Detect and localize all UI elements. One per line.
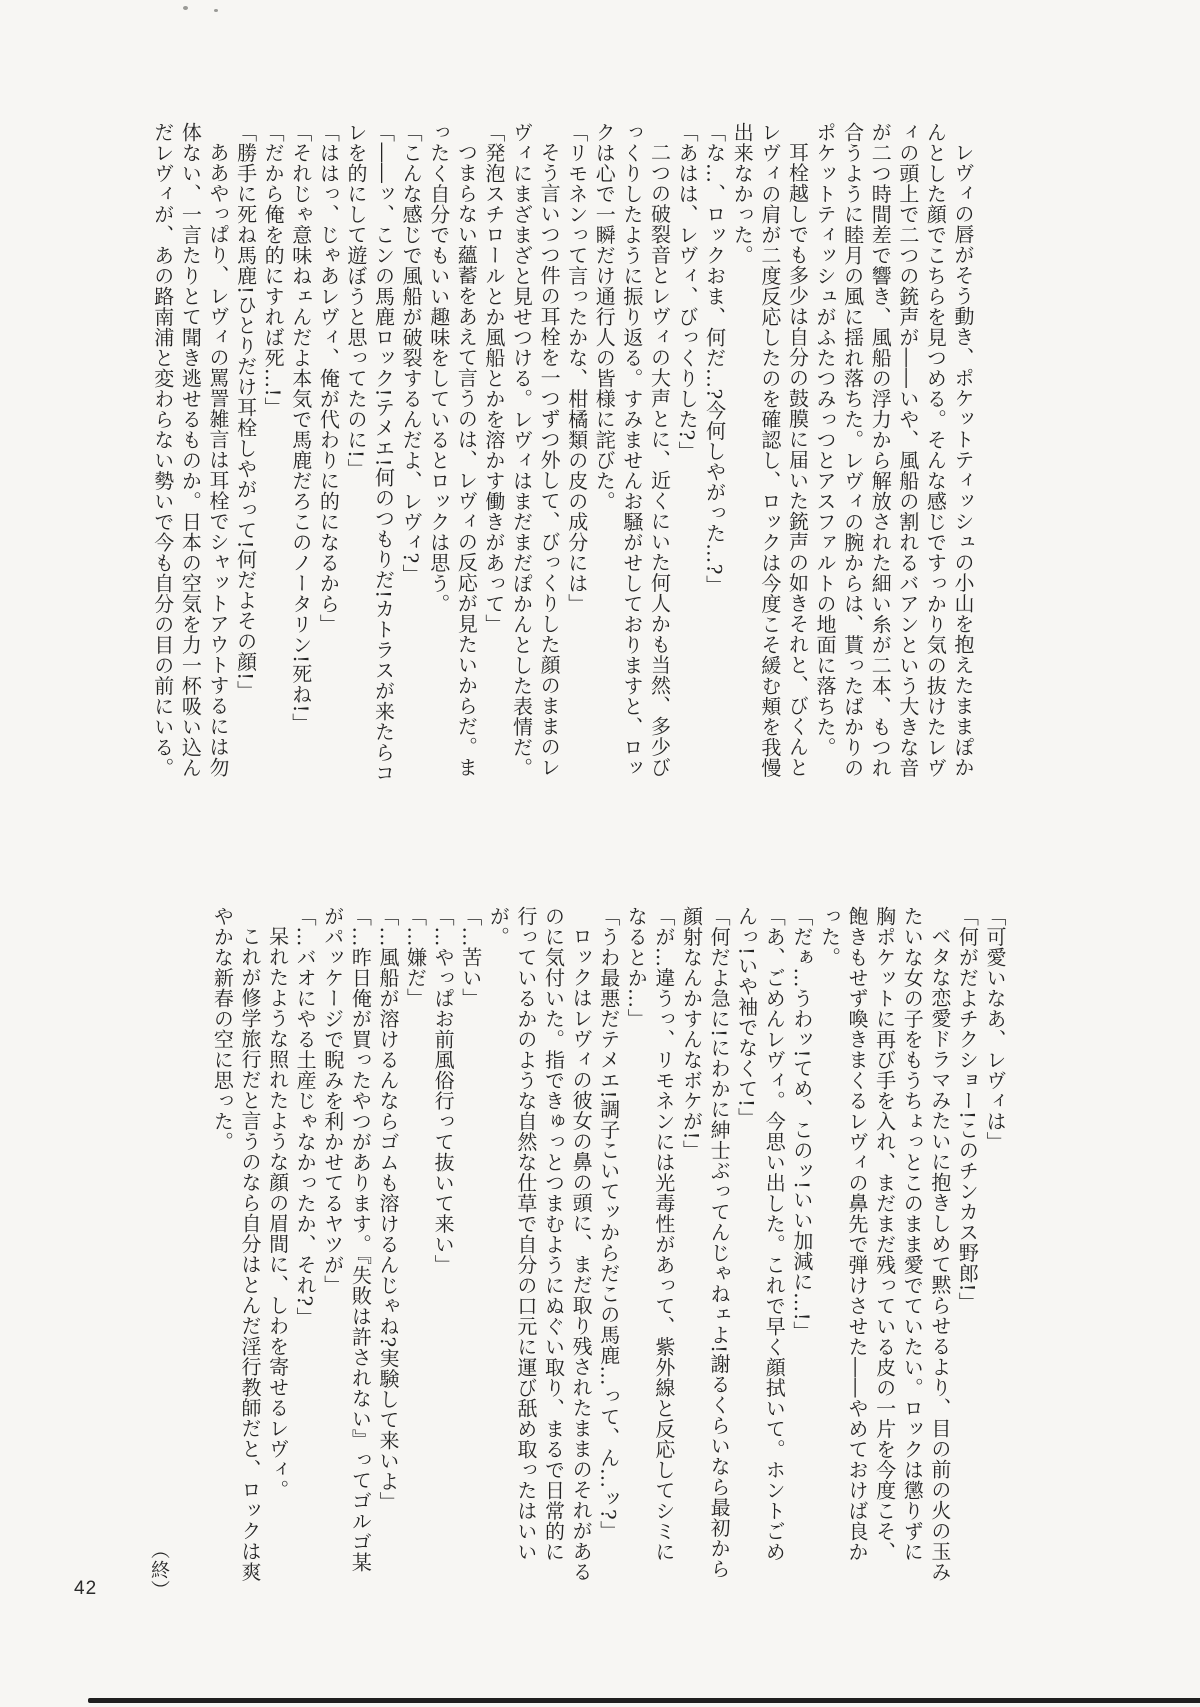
paragraph: 「可愛いなあ、レヴィは」 (983, 906, 1007, 1152)
paragraph: 「それじゃ意味ねェんだよ本気で馬鹿だろこのノータリン!死ね!」 (288, 122, 313, 734)
paragraph: 「あ、ごめんレヴィ。今思い出した。これで早く顔拭いて。ホントごめんっ!いや袖でなくて!」 (734, 906, 787, 1562)
paragraph: レヴィの唇がそう動き、ポケットティッシュの小山を抱えたままぽかんとした顔でこちらを見つめる。そんな感じですっかり気の抜けたレヴィの頭上で二つの銃声が――いや、風船の割れるバアンという大きな音が二つ時間差で響き、風船の浮力から解放された細い糸が二本、もつれ合うように睦月の風に揺れ落ちた。レヴィの腕からは、貰ったばかりのポケットティッシュがふたつみっつとアスファルトの地面に落ちた。 (813, 122, 975, 778)
paragraph: 「リモネンって言ったかな、柑橘類の皮の成分には」 (564, 122, 589, 614)
paragraph: 「だから俺を的にすれば死…!」 (261, 122, 286, 418)
paragraph: 「うわ最悪だテメエ!調子こいてッからだこの馬鹿…って、ん…ッ?」 (596, 906, 621, 1541)
paragraph: 「…やっぱお前風俗行って抜いて来い」 (431, 906, 456, 1275)
paragraph: 「…嫌だ」 (403, 906, 428, 1009)
paragraph: ベタな恋愛ドラマみたいに抱きしめて黙らせるより、目の前の火の玉みたいな女の子をもうちょっとこのまま愛でていたい。ロックは懲りずに胸ポケットに再び手を入れ、まだまだ残っている皮の一片を今度こそ、飽きもせず喚きまくるレヴィの鼻先で弾けさせた――やめておけば良かった。 (817, 906, 952, 1582)
paragraph: 耳栓越しでも多少は自分の鼓膜に届いた銃声の如きそれと、びくんとレヴィの肩が二度反応したのを確認し、ロックは今度こそ緩む頬を我慢出来なかった。 (730, 122, 810, 778)
paragraph: 「勝手に死ね馬鹿!ひとりだけ耳栓しやがって!何だよその顔!」 (233, 122, 258, 702)
paragraph: そう言いつつ件の耳栓を一つずつ外して、びっくりした顔のままのレヴィにまざまざと見せつける。レヴィはまだまだぽかんとした表情だ。 (509, 122, 562, 778)
paragraph: 「何がだよチクショー!このチンカス野郎!」 (955, 906, 980, 1313)
story-text-top-block (128, 122, 976, 792)
paragraph: 「…苦い」 (458, 906, 483, 1009)
scan-edge-artifact (88, 1698, 1200, 1703)
paragraph: 呆れたような照れたような顔の眉間に、しわを寄せるレヴィ。 (265, 926, 290, 1500)
paragraph: ああやっぱり、レヴィの罵詈雑言は耳栓でシャットアウトするには勿体ない、一言たりとて聞き逃せるものか。日本の空気を力一杯吸い込んだレヴィが、あの路南浦と変わらない勢いで今も自分の目の前にいる。 (150, 122, 230, 778)
paragraph: 「だぁ…うわッ!てめ、このッ!いい加減に…!」 (789, 906, 814, 1342)
paragraph: 「――ッ、こンの馬鹿ロック!テメエ!何のつもりだ!カトラスが来たらコレを的にして遊ぼうと思ってたのに!」 (343, 122, 396, 784)
story-text-bottom-block (210, 906, 1008, 1582)
story-end-mark: （終） (148, 1540, 170, 1600)
paragraph: 「あはは、レヴィ、びっくりした?」 (675, 122, 700, 462)
scan-speck (214, 9, 218, 12)
paragraph: 「…昨日俺が買ったやつがあります。『失敗は許されない』ってゴルゴ某がパッケージで睨みを利かせてるヤツが」 (320, 906, 373, 1573)
scan-speck (183, 6, 188, 10)
paragraph: 二つの破裂音とレヴィの大声とに、近くにいた何人かも当然、多少びっくりしたように振り返る。すみませんお騒がせしておりますと、ロックは心で一瞬だけ通行人の皆様に詫びた。 (592, 122, 672, 778)
paragraph: 「…バオにやる土産じゃなかったか、それ?」 (293, 906, 318, 1328)
paragraph: ロックはレヴィの彼女の鼻の頭に、まだ取り残されたままのそれがあるのに気付いた。指できゅっとつまむようにぬぐい取り、まるで日常的に行っているかのような自然な仕草で自分の口元に運び舐め取ったはいいが。 (486, 906, 594, 1582)
paragraph: 「こんな感じで風船が破裂するんだよ、レヴィ?」 (399, 122, 424, 585)
paragraph: 「ははっ、じゃあレヴィ、俺が代わりに的になるから」 (316, 122, 341, 635)
paragraph: 「…風船が溶けるんならゴムも溶けるんじゃね?実験して来いよ」 (375, 906, 400, 1512)
paragraph: つまらない蘊蓄をあえて言うのは、レヴィの反応が見たいからだ。まったく自分でもいい趣味をしているとロックは思う。 (426, 122, 479, 778)
paragraph: 「何だよ急に!にわかに紳士ぶってんじゃねェよ!謝るくらいなら最初から顔射なんかすんなボケが!」 (679, 906, 732, 1580)
paragraph: 「発泡スチロールとか風船とかを溶かす働きがあって」 (481, 122, 506, 635)
paragraph: 「な…、ロックおま、何だ…?今何しやがった…?」 (702, 122, 727, 596)
paragraph: これが修学旅行だと言うのなら自分はとんだ淫行教師だと、ロックは爽やかな新春の空に思った。 (210, 906, 262, 1582)
page-number: 42 (74, 1578, 98, 1599)
paragraph: 「が…違うっ、リモネンには光毒性があって、紫外線と反応してシミになるとか…」 (624, 906, 676, 1562)
